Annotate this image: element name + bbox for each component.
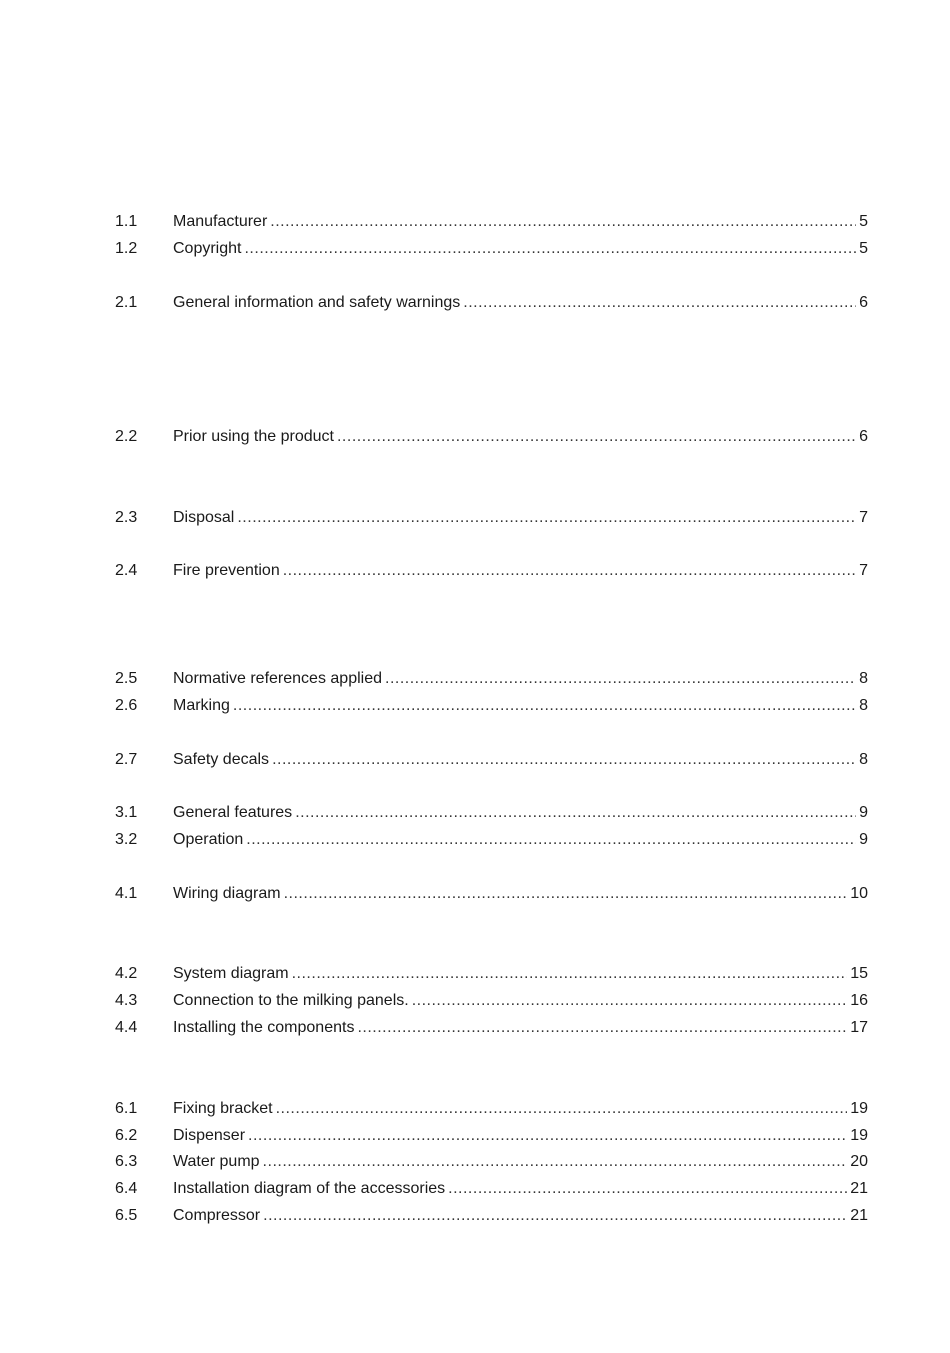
- toc-entry-number: 2.1: [115, 294, 138, 311]
- dot-leader: [448, 1178, 847, 1200]
- toc-entry[interactable]: [115, 1098, 868, 1120]
- dot-leader: [276, 1098, 848, 1120]
- toc-entry[interactable]: [115, 1017, 868, 1039]
- toc-entry-number: 4.1: [115, 885, 138, 902]
- toc-entry-title: Prior using the product: [173, 428, 334, 445]
- toc-entry-page: 21: [850, 1207, 868, 1224]
- toc-entry-title: Copyright: [173, 240, 242, 257]
- toc-entry-number: 4.3: [115, 992, 138, 1009]
- toc-entry[interactable]: [115, 1178, 868, 1200]
- toc-entry-number: 6.3: [115, 1153, 138, 1170]
- toc-entry-number: 6.5: [115, 1207, 138, 1224]
- toc-entry-page: 17: [850, 1019, 868, 1036]
- toc-entry-title: Compressor: [173, 1207, 261, 1224]
- toc-entry-number: 6.4: [115, 1180, 138, 1197]
- toc-entry-number: 4.2: [115, 965, 138, 982]
- toc-entry[interactable]: [115, 802, 868, 824]
- toc-entry[interactable]: [115, 1151, 868, 1173]
- toc-entry[interactable]: [115, 829, 868, 851]
- toc-entry-number: 4.4: [115, 1019, 138, 1036]
- toc-entry-number: 6.1: [115, 1100, 138, 1117]
- dot-leader: [244, 238, 856, 260]
- toc-entry-page: 5: [859, 240, 868, 257]
- toc-entry-title: Fixing bracket: [173, 1100, 273, 1117]
- toc-entry[interactable]: [115, 1205, 868, 1227]
- toc-entry-number: 2.4: [115, 562, 138, 579]
- toc-entry-number: 1.1: [115, 213, 138, 230]
- dot-leader: [357, 1017, 847, 1039]
- toc-entry[interactable]: [115, 695, 868, 717]
- dot-leader: [270, 211, 856, 233]
- dot-leader: [263, 1205, 847, 1227]
- toc-entry[interactable]: [115, 963, 868, 985]
- toc-entry-title: Connection to the milking panels.: [173, 992, 409, 1009]
- toc-entry-page: 8: [859, 670, 868, 687]
- toc-entry-page: 7: [859, 509, 868, 526]
- toc-entry-number: 2.6: [115, 697, 138, 714]
- toc-entry[interactable]: [115, 990, 868, 1012]
- toc-entry-title: Manufacturer: [173, 213, 268, 230]
- toc-entry-page: 8: [859, 751, 868, 768]
- dot-leader: [233, 695, 856, 717]
- toc-entry[interactable]: [115, 883, 868, 905]
- dot-leader: [295, 802, 856, 824]
- toc-entry[interactable]: [115, 507, 868, 529]
- toc-entry-title: Marking: [173, 697, 230, 714]
- toc-entry-page: 7: [859, 562, 868, 579]
- toc-entry-page: 20: [850, 1153, 868, 1170]
- toc-entry-title: General features: [173, 804, 293, 821]
- toc-entry[interactable]: [115, 426, 868, 448]
- toc-entry-title: Dispenser: [173, 1127, 246, 1144]
- toc-entry-page: 15: [850, 965, 868, 982]
- dot-leader: [292, 963, 848, 985]
- toc-entry-page: 19: [850, 1127, 868, 1144]
- dot-leader: [463, 292, 856, 314]
- toc-entry-title: Normative references applied: [173, 670, 382, 687]
- dot-leader: [272, 749, 856, 771]
- toc-entry-number: 2.7: [115, 751, 138, 768]
- toc-entry-title: Water pump: [173, 1153, 260, 1170]
- toc-entry-title: Installation diagram of the accessories: [173, 1180, 446, 1197]
- toc-entry[interactable]: [115, 292, 868, 314]
- toc-entry-title: General information and safety warnings: [173, 294, 461, 311]
- toc-entry-page: 10: [850, 885, 868, 902]
- toc-entry-title: Fire prevention: [173, 562, 280, 579]
- toc-entry[interactable]: [115, 668, 868, 690]
- toc-entry-page: 6: [859, 428, 868, 445]
- dot-leader: [284, 883, 848, 905]
- dot-leader: [283, 560, 856, 582]
- toc-entry-title: System diagram: [173, 965, 289, 982]
- toc-entry[interactable]: [115, 560, 868, 582]
- toc-entry[interactable]: [115, 211, 868, 233]
- toc-entry-number: 2.2: [115, 428, 138, 445]
- toc-entry-number: 2.5: [115, 670, 138, 687]
- toc-entry-title: Safety decals: [173, 751, 270, 768]
- dot-leader: [385, 668, 856, 690]
- toc-entry-title: Wiring diagram: [173, 885, 281, 902]
- toc-entry-page: 16: [850, 992, 868, 1009]
- toc-entry-title: Disposal: [173, 509, 235, 526]
- toc-entry-page: 19: [850, 1100, 868, 1117]
- toc-entry-page: 21: [850, 1180, 868, 1197]
- dot-leader: [237, 507, 856, 529]
- dot-leader: [337, 426, 856, 448]
- toc-entry[interactable]: [115, 1125, 868, 1147]
- toc-entry-page: 5: [859, 213, 868, 230]
- dot-leader: [248, 1125, 847, 1147]
- toc-entry-page: 8: [859, 697, 868, 714]
- toc-entry-number: 2.3: [115, 509, 138, 526]
- dot-leader: [412, 990, 848, 1012]
- dot-leader: [263, 1151, 848, 1173]
- toc-entry-title: Operation: [173, 831, 244, 848]
- toc-entry-page: 6: [859, 294, 868, 311]
- toc-entry-page: 9: [859, 831, 868, 848]
- toc-entry-title: Installing the components: [173, 1019, 355, 1036]
- toc-entry-page: 9: [859, 804, 868, 821]
- dot-leader: [246, 829, 856, 851]
- toc-entry[interactable]: [115, 238, 868, 260]
- toc-entry-number: 3.1: [115, 804, 138, 821]
- toc-entry[interactable]: [115, 749, 868, 771]
- toc-entry-number: 1.2: [115, 240, 138, 257]
- toc-entry-number: 3.2: [115, 831, 138, 848]
- toc-entry-number: 6.2: [115, 1127, 138, 1144]
